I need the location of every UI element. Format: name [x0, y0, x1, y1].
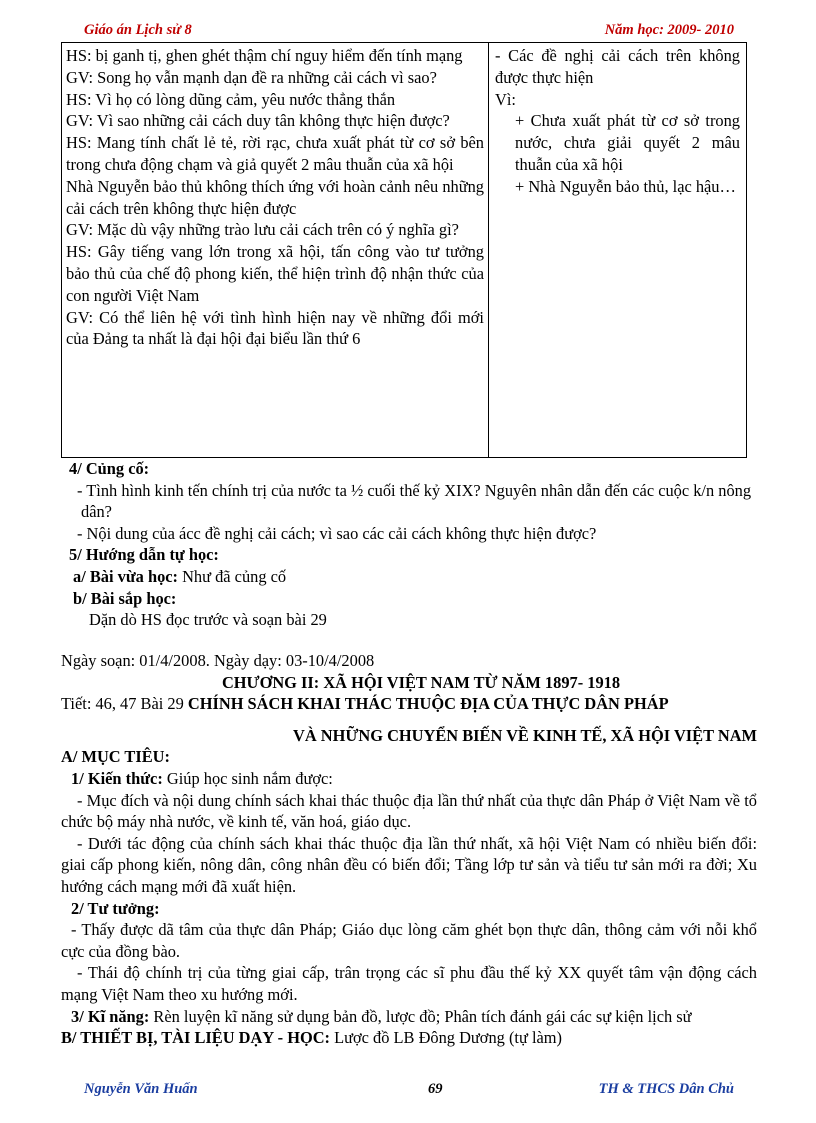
page-footer	[84, 1081, 734, 1103]
dialog-line: HS: bị ganh tị, ghen ghét thậm chí nguy hiểm đến tính mạng	[66, 46, 463, 65]
footer-author: Nguyễn Văn Huấn	[84, 1081, 198, 1097]
summary-line: + Nhà Nguyễn bảo thủ, lạc hậu…	[515, 176, 736, 196]
objective-item: - Dưới tác động của chính sách khai thác thuộc địa lần thứ nhất, xã hội Việt Nam có nhiều biến đổi: giai cấp phong kiến, nông dân, công nhân đều có biến đổi; Tầng lớp tư sản và tiểu tư sản mới ra đời; Xu hướng cách mạng mới đã xuất hiện.	[61, 833, 757, 896]
lesson-table	[61, 42, 747, 458]
summary-line: + Chưa xuất phát từ cơ sở trong nước, chưa giải quyết 2 mâu thuẫn của xã hội	[515, 111, 740, 174]
equipment-text: Lược đồ LB Đông Dương (tự làm)	[330, 1028, 562, 1048]
subsection-label: b/ Bài sắp học:	[73, 588, 177, 608]
dialog-line: HS: Mang tính chất lẻ tẻ, rời rạc, chưa xuất phát từ cơ sở bên trong chưa động chạm và giả quyết 2 mâu thuẫn của xã hội	[66, 133, 484, 174]
header-school-year: Năm học: 2009- 2010	[604, 22, 734, 38]
dialog-line: HS: Vì họ có lòng dũng cảm, yêu nước thẳng thắn	[66, 89, 396, 109]
objectives-heading: A/ MỤC TIÊU:	[61, 747, 170, 767]
subsection-label: a/ Bài vừa học:	[73, 566, 178, 586]
page-number: 69	[428, 1081, 443, 1097]
section-heading: 4/ Củng cố:	[69, 459, 150, 478]
lesson-dates: Ngày soạn: 01/4/2008. Ngày dạy: 03-10/4/2008	[61, 651, 375, 670]
chapter-title: CHƯƠNG II: XÃ HỘI VIỆT NAM TỪ NĂM 1897- 1918	[221, 672, 621, 692]
lesson-section	[61, 650, 757, 1049]
dialog-line: HS: Gây tiếng vang lớn trong xã hội, tấn công vào tư tưởng bảo thủ của chế độ phong kiến, thể hiện trình độ nhận thức của con người Việt Nam	[66, 242, 484, 305]
subsection-text: Dặn dò HS đọc trước và soạn bài 29	[89, 610, 327, 630]
equipment-label: B/ THIẾT BỊ, TÀI LIỆU DẠY - HỌC:	[61, 1028, 330, 1048]
subsection-label: 3/ Kĩ năng:	[71, 1006, 150, 1026]
objective-item: - Thái độ chính trị của từng giai cấp, trân trọng các sĩ phu đầu thế kỷ XX quyết tâm vận động cách mạng Việt Nam theo xu hướng mới.	[61, 963, 757, 1004]
page-header	[84, 22, 734, 44]
objective-item: - Thấy được dã tâm của thực dân Pháp; Giáo dục lòng căm ghét bọn thực dân, thông cảm với nỗi khổ cực của đồng bào.	[61, 920, 757, 961]
footer-school: TH & THCS Dân Chủ	[598, 1081, 734, 1097]
header-subject: Giáo án Lịch sử 8	[84, 22, 192, 38]
subsection-text: Rèn luyện kĩ năng sử dụng bản đồ, lược đồ; Phân tích đánh gái các sự kiện lịch sử	[149, 1006, 692, 1026]
objective-item: - Mục đích và nội dung chính sách khai thác thuộc địa lần thứ nhất của thực dân Pháp ở Việt Nam về tổ chức bộ máy nhà nước, về kinh tế, văn hoá, giáo dục.	[61, 790, 757, 832]
table-left-column	[62, 43, 489, 457]
subsection-text: Như đã củng cố	[178, 566, 287, 586]
dialog-line: Nhà Nguyễn bảo thủ không thích ứng với hoàn cảnh nêu những cải cách trên không thực hiện được	[66, 176, 484, 218]
review-item: - Nội dung của ácc đề nghị cải cách; vì sao các cải cách không thực hiện được?	[77, 523, 597, 543]
dialog-line: GV: Có thể liên hệ với tình hình hiện nay về những đổi mới của Đảng ta nhất là đại hội đại biểu lần thứ 6	[66, 307, 484, 349]
subsection-label: 2/ Tư tưởng:	[71, 898, 160, 918]
dialog-line: GV: Vì sao những cải cách duy tân không thực hiện được?	[66, 111, 450, 131]
summary-line: - Các đề nghị cải cách trên không được thực hiện	[495, 46, 740, 87]
dialog-line: GV: Mặc dù vậy những trào lưu cải cách trên có ý nghĩa gì?	[66, 220, 459, 240]
review-item: - Tình hình kinh tến chính trị của nước ta ½ cuối thế kỷ XIX? Nguyên nhân dẫn đến các cuộc k/n nông dân?	[77, 480, 752, 522]
section-heading: 5/ Hướng dẫn tự học:	[69, 545, 219, 565]
lesson-number: Tiết: 46, 47 Bài 29	[61, 694, 188, 714]
table-right-column	[489, 43, 745, 457]
dialog-line: GV: Song họ vẫn mạnh dạn đề ra những cải cách vì sao?	[66, 67, 437, 87]
review-section	[61, 458, 757, 631]
lesson-subtitle: VÀ NHỮNG CHUYỂN BIẾN VỀ KINH TẾ, XÃ HỘI VIỆT NAM	[292, 725, 757, 745]
summary-line: Vì:	[495, 89, 516, 109]
subsection-text: Giúp học sinh nắm được:	[162, 768, 333, 788]
subsection-label: 1/ Kiến thức:	[71, 768, 163, 788]
lesson-title: CHÍNH SÁCH KHAI THÁC THUỘC ĐỊA CỦA THỰC DÂN PHÁP	[187, 694, 669, 714]
